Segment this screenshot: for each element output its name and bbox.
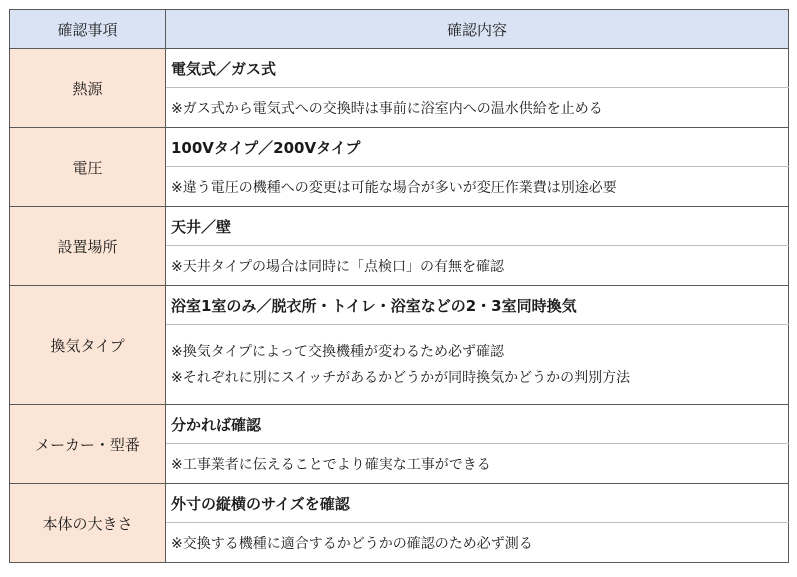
- content-note: [166, 88, 789, 128]
- content-main: 100Vタイプ／200Vタイプ: [166, 128, 789, 167]
- table-row: [10, 49, 789, 88]
- content-note: [166, 444, 789, 484]
- content-note: [166, 246, 789, 286]
- item-voltage: 電圧: [10, 128, 166, 207]
- note-line: ※交換する機種に適合するかどうかの確認のため必ず測る: [171, 535, 533, 552]
- content-note: [166, 325, 789, 405]
- confirmation-table: [9, 9, 789, 563]
- content-main: 電気式／ガス式: [166, 49, 789, 88]
- note-line: ※ガス式から電気式への交換時は事前に浴室内への温水供給を止める: [171, 100, 603, 117]
- content-main: 天井／壁: [166, 207, 789, 246]
- item-install-location: 設置場所: [10, 207, 166, 286]
- table-row: [10, 484, 789, 523]
- table-row: [10, 128, 789, 167]
- item-heat-source: 熱源: [10, 49, 166, 128]
- note-line: ※工事業者に伝えることでより確実な工事ができる: [171, 456, 491, 473]
- content-note: [166, 167, 789, 207]
- table-row: [10, 286, 789, 325]
- table-row: [10, 405, 789, 444]
- content-main: 外寸の縦横のサイズを確認: [166, 484, 789, 523]
- item-ventilation-type: 換気タイプ: [10, 286, 166, 405]
- header-item: 確認事項: [10, 10, 166, 49]
- content-main: 浴室1室のみ／脱衣所・トイレ・浴室などの2・3室同時換気: [166, 286, 789, 325]
- header-row: [10, 10, 789, 49]
- note-line: ※それぞれに別にスイッチがあるかどうかが同時換気かどうかの判別方法: [171, 369, 631, 386]
- note-line: ※天井タイプの場合は同時に「点検口」の有無を確認: [171, 258, 505, 275]
- note-line: ※違う電圧の機種への変更は可能な場合が多いが変圧作業費は別途必要: [171, 179, 617, 196]
- header-content: 確認内容: [166, 10, 789, 49]
- item-body-size: 本体の大きさ: [10, 484, 166, 563]
- note-line: ※換気タイプによって交換機種が変わるため必ず確認: [171, 343, 505, 360]
- item-maker-model: メーカー・型番: [10, 405, 166, 484]
- content-main: 分かれば確認: [166, 405, 789, 444]
- table-row: [10, 207, 789, 246]
- content-note: [166, 523, 789, 563]
